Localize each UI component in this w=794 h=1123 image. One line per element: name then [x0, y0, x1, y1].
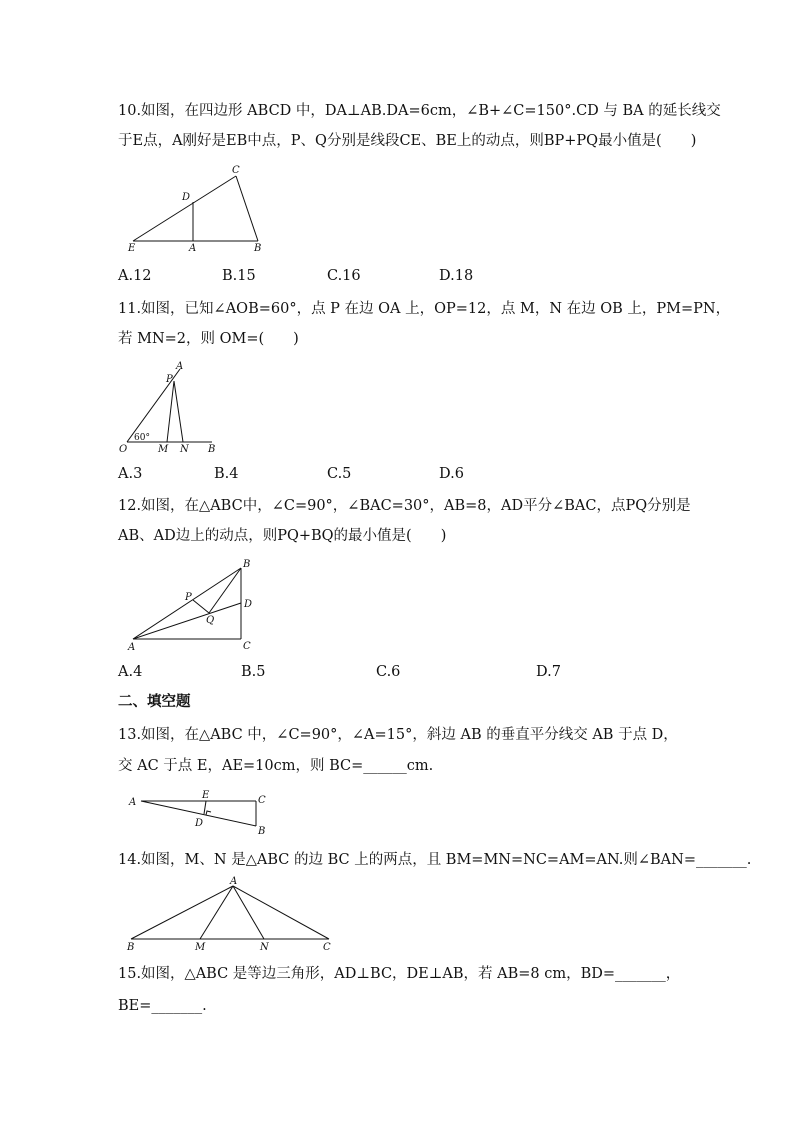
- q12-option-c: C.6: [376, 664, 401, 680]
- q11-option-c: C.5: [327, 466, 352, 482]
- q12-label-p: P: [185, 592, 192, 603]
- section-fill-in-heading: 二、填空题: [118, 693, 191, 710]
- q14-text-line1: 14.如图，M、N 是△ABC 的边 BC 上的两点，且 BM=MN=NC=AM=AN.则∠BAN=_______.: [118, 852, 752, 868]
- q11-label-angle: 60°: [134, 433, 150, 443]
- q14-segment-am: [200, 886, 233, 939]
- q12-text-line1: 12.如图，在△ABC中，∠C=90°，∠BAC=30°，AB=8，AD平分∠BAC，点PQ分别是: [118, 498, 691, 514]
- q15-text-line2: BE=_______.: [118, 998, 207, 1014]
- q14-segment-an: [233, 886, 264, 939]
- q10-option-b: B.15: [222, 268, 256, 284]
- q13-segment-ab: [141, 801, 256, 826]
- q13-label-c: C: [258, 795, 266, 806]
- q10-label-d: D: [182, 192, 191, 203]
- q14-label-m: M: [195, 942, 206, 953]
- q11-ray-oa: [127, 369, 180, 442]
- q11-label-m: M: [158, 444, 169, 455]
- q14-label-b: B: [127, 942, 135, 953]
- q10-option-d: D.18: [439, 268, 474, 284]
- q15-text-line1: 15.如图，△ABC 是等边三角形，AD⊥BC，DE⊥AB，若 AB=8 cm，BD=_______，: [118, 966, 681, 982]
- q10-label-a: A: [189, 243, 197, 254]
- q13-label-d: D: [195, 818, 204, 829]
- q12-label-q: Q: [206, 615, 215, 626]
- q10-segment-cb: [236, 176, 258, 241]
- q14-segment-ab: [131, 886, 233, 939]
- q14-label-n: N: [260, 942, 269, 953]
- q11-label-p: P: [166, 374, 173, 385]
- q11-label-n: N: [180, 444, 189, 455]
- q14-label-c: C: [323, 942, 331, 953]
- q10-segment-ec: [133, 176, 236, 241]
- q11-text-line1: 11.如图，已知∠AOB=60°，点 P 在边 OA 上，OP=12，点 M，N 在边 OB 上，PM=PN，: [118, 301, 731, 317]
- q13-segment-ed: [204, 801, 206, 814]
- q12-option-a: A.4: [118, 664, 143, 680]
- q11-option-b: B.4: [214, 466, 239, 482]
- q12-label-b: B: [243, 559, 251, 570]
- q12-label-d: D: [244, 599, 253, 610]
- q12-option-d: D.7: [536, 664, 561, 680]
- q11-text-line2: 若 MN=2，则 OM=( ): [118, 331, 299, 347]
- q10-text-line2: 于E点，A刚好是EB中点，P、Q分别是线段CE、BE上的动点，则BP+PQ最小值是( ): [118, 133, 697, 149]
- q13-text-line2: 交 AC 于点 E，AE=10cm，则 BC=______cm.: [118, 758, 434, 774]
- q10-option-c: C.16: [327, 268, 361, 284]
- q12-text-line2: AB、AD边上的动点，则PQ+BQ的最小值是( ): [118, 528, 447, 544]
- q12-segment-bq: [209, 568, 241, 613]
- q11-label-o: O: [119, 444, 128, 455]
- q12-segment-ad: [133, 603, 241, 639]
- q12-segment-pq: [193, 600, 209, 613]
- q12-segment-ab: [133, 568, 241, 639]
- q13-text-line1: 13.如图，在△ABC 中，∠C=90°，∠A=15°，斜边 AB 的垂直平分线交 AB 于点 D，: [118, 727, 678, 743]
- q10-label-b: B: [254, 243, 262, 254]
- q10-text-line1: 10.如图，在四边形 ABCD 中，DA⊥AB.DA=6cm，∠B+∠C=150°.CD 与 BA 的延长线交: [118, 103, 721, 119]
- q13-right-angle-mark: [206, 811, 211, 815]
- q10-label-c: C: [232, 165, 240, 176]
- q11-option-a: A.3: [118, 466, 143, 482]
- q12-label-c: C: [243, 641, 251, 652]
- q11-segment-pm: [167, 381, 174, 442]
- q10-label-e: E: [128, 243, 136, 254]
- q14-label-a: A: [230, 876, 238, 887]
- q12-option-b: B.5: [241, 664, 266, 680]
- q11-label-b: B: [208, 444, 216, 455]
- q11-segment-pn: [174, 381, 183, 442]
- q13-label-a: A: [129, 797, 137, 808]
- q13-label-b: B: [258, 826, 266, 837]
- q12-label-a: A: [128, 642, 136, 653]
- q10-option-a: A.12: [118, 268, 152, 284]
- q11-label-a: A: [176, 361, 184, 372]
- q11-option-d: D.6: [439, 466, 464, 482]
- q14-segment-ac: [233, 886, 329, 939]
- q13-label-e: E: [202, 790, 210, 801]
